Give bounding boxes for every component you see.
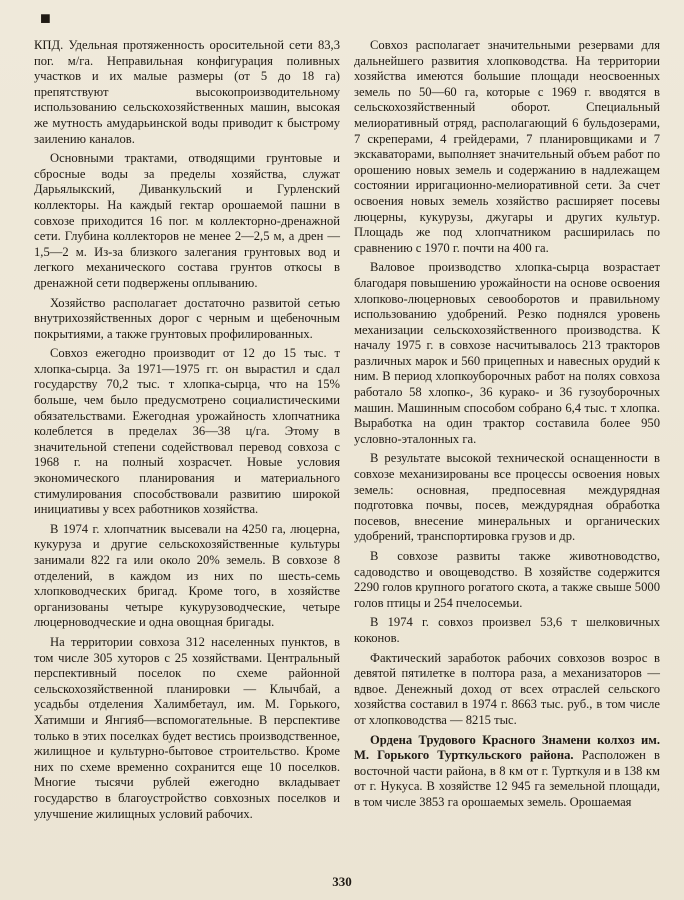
page-number: 330 [332, 874, 352, 889]
right-column [354, 38, 660, 815]
paragraph: Хозяйство располагает достаточно развитой сетью внутрихозяйственных дорог с черным и щебеночным покрытиями, а также грунтовых профилированных. [34, 295, 340, 341]
section-paragraph [354, 733, 660, 811]
paragraph: КПД. Удельная протяженность оросительной сети 83,3 пог. м/га. Неправильная конфигурация поливных участков и их малые размеры (от 5 до 18 га) препятствуют высокопроизводительному использованию сельскохозяйственных машин, высокая же мутность амударьинской воды приводит к быстрому заилению каналов. [34, 38, 340, 146]
paragraph: Фактический заработок рабочих совхозов возрос в девятой пятилетке в полтора раза, а механизаторов — вдвое. Денежный доход от всех отраслей сельского хозяйства составил в 1974 г. 8663 тыс. руб., в том числе от хлопководства — 8215 тыс. [354, 650, 660, 727]
paragraph: В совхозе развиты также животноводство, садоводство и овощеводство. В хозяйстве содержится 2290 голов крупного рогатого скота, а также свыше 5000 голов птицы и 254 пчелосемьи. [354, 549, 660, 610]
paragraph: В 1974 г. хлопчатник высевали на 4250 га, люцерна, кукуруза и другие сельскохозяйственные культуры занимали 822 га или около 20% земель. В совхозе 8 отделений, в каждом из них по шесть-семь хлопководческих бригад. Кроме того, в хозяйстве организованы четыре кукурузоводческие, четыре люцерноводческие и одна овощная бригады. [34, 521, 340, 630]
section-text: Расположен в восточной части района, в 8 км от г. Турткуля и в 138 км от г. Нукуса. В хозяйстве 12 945 га земельной площади, в том числе 3853 га орошаемых земель. Орошаемая [354, 748, 660, 809]
paragraph: В 1974 г. совхоз произвел 53,6 т шелковичных коконов. [354, 615, 660, 645]
paragraph: Валовое производство хлопка-сырца возрастает благодаря повышению урожайности на основе освоения хлопково-люцерновых севооборотов и правильному использованию удобрений. Резко поднялся уровень механизации сельскохозяйственного производства. К началу 1975 г. в совхозе насчитывалось 213 тракторов различных марок и 560 прицепных и навесных орудий к ним. В период хлопкоуборочных работ на полях совхоза работало 58 хлопко-, 36 курако- и 36 гузоуборочных машин. Машинным способом собрано 6,4 тыс. т хлопка. Выработка на один трактор составила более 950 условно-эталонных га. [354, 260, 660, 446]
section-heading: Ордена Трудового Красного Знамени колхоз им. М. Горького Турткульского района. [354, 732, 660, 763]
paragraph: Совхоз ежегодно производит от 12 до 15 тыс. т хлопка-сырца. За 1971—1975 гг. он вырастил и сдал государству 70,2 тыс. т хлопка-сырца, что на 15% больше, чем было предусмотрено социалистическими обязательствами. Ежегодная урожайность хлопчатника колеблется в пределах 36—38 ц/га. Этому в значительной степени содействовал перевод совхоза с 1968 г. на полный хозрасчет. Новые условия экономического планирования и материального стимулирования способствовали развитию широкой инициативы у всех работников хозяйства. [34, 346, 340, 517]
paragraph: Основными трактами, отводящими грунтовые и сбросные воды за пределы хозяйства, служат Дарьялыкский, Диванкульский и Гурленский коллекторы. На каждый гектар орошаемой пашни в совхозе приходится 16 пог. м коллекторно-дренажной сети. Глубина коллекторов не менее 2—2,5 м, а дрен — 1,5—2 м. Из-за близкого залегания грунтовых вод и легкого механического состава грунтов откосы в дренажной сети подвержены оплыванию. [34, 151, 340, 290]
left-column [34, 38, 340, 826]
paragraph: На территории совхоза 312 населенных пунктов, в том числе 305 хуторов с 25 хозяйствами. Центральный перспективный поселок по схеме районной сельскохозяйственной планировки — Клычбай, а усадьбы отделения Халимбетаул, им. М. Горького, Хатимши и Янгияб—вспомогательные. В перспективе только в этих поселках будет вестись производственное, жилищное и культурно-бытовое строительство. Кроме них по схеме временно сохранится еще 10 поселков. Многие тысячи рублей ежегодно вкладывает государство в благоустройство совхозных поселков и улучшение жилищных условий рабочих. [34, 634, 340, 821]
paragraph: В результате высокой технической оснащенности в совхозе механизированы все процессы освоения новых земель: основная, предпосевная междурядная подготовка почвы, посев, междурядная обработка посевов, внесение минеральных и органических удобрений, транспортировка грузов и др. [354, 451, 660, 544]
corner-mark: ■ [40, 8, 51, 28]
paragraph: Совхоз располагает значительными резервами для дальнейшего развития хлопководства. На территории хозяйства имеются большие площади неосвоенных земель по 50—60 га, которые с 1969 г. вводятся в сельскохозяйственный оборот. Специальный мелиоративный отряд, располагающий 6 бульдозерами, 7 скреперами, 4 грейдерами, 7 планировщиками и 7 экскаваторами, выполняет значительный объем работ по орошению новых земель и содержанию в надлежащем состоянии ирригационно-мелиоративной сети. За счет освоения новых земель хозяйство расширяет посевы люцерны, кукурузы, джугары и других культур. Площадь же под хлопчатником расширилась по сравнению с 1970 г. почти на 400 га. [354, 38, 660, 255]
